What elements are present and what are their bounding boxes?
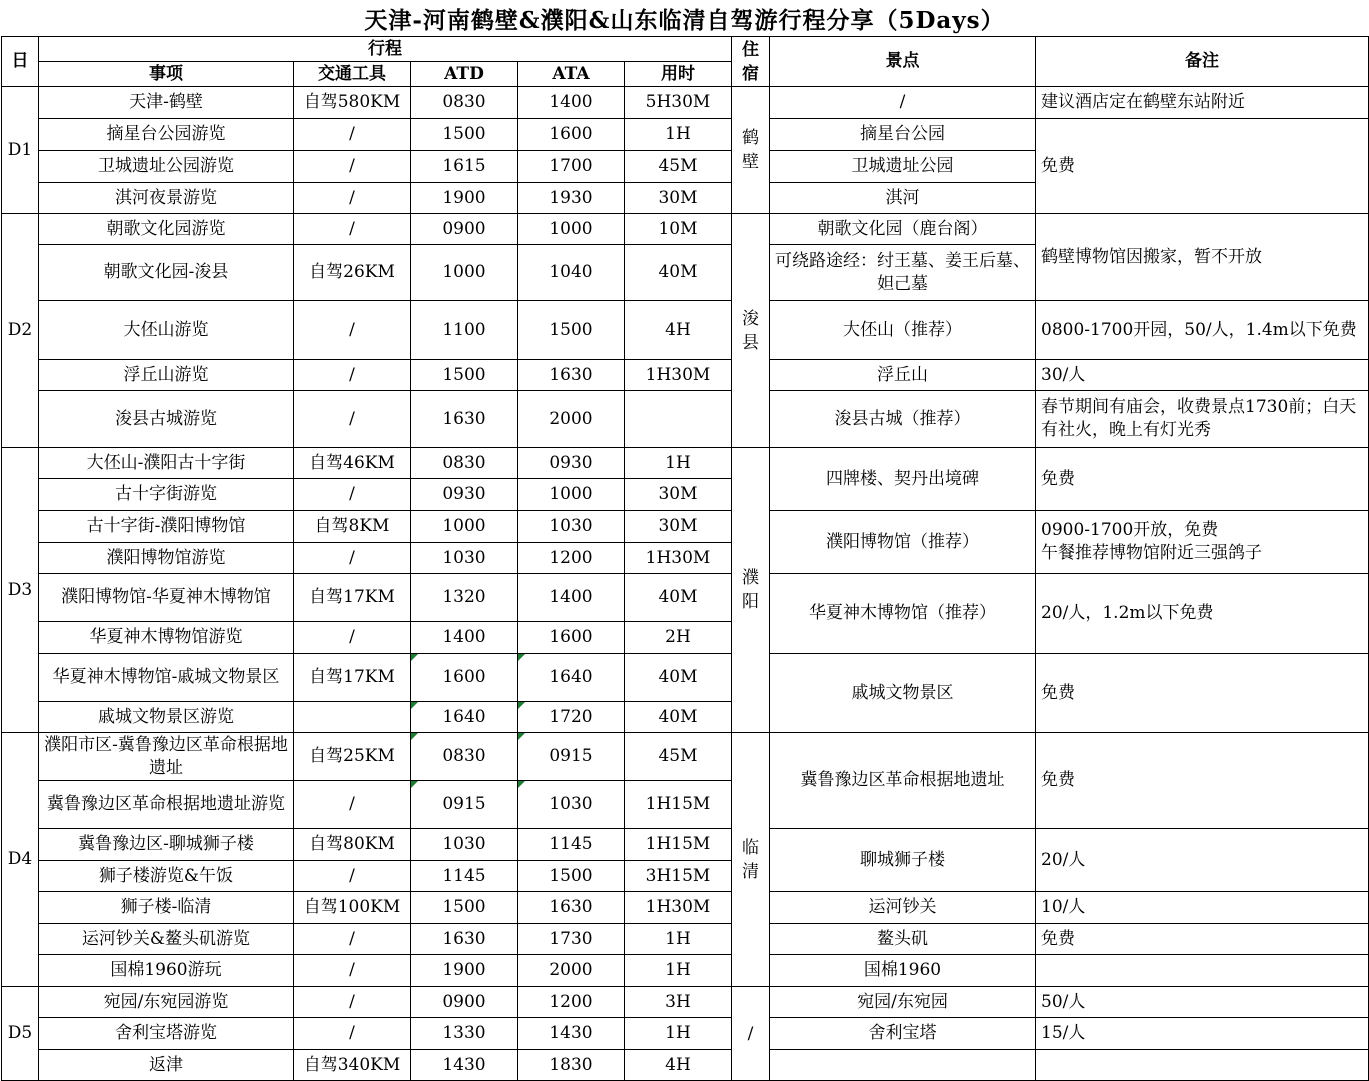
event-cell: 华夏神木博物馆游览 <box>39 622 294 654</box>
transport-cell: / <box>294 151 411 183</box>
spot-cell: 戚城文物景区 <box>770 654 1036 733</box>
duration-cell: 30M <box>625 479 732 511</box>
atd-cell: 1000 <box>411 245 518 301</box>
atd-cell: 0930 <box>411 479 518 511</box>
day-label: D4 <box>2 733 39 987</box>
ata-cell: 1600 <box>518 622 625 654</box>
note-cell: 免费 <box>1036 654 1369 733</box>
duration-cell: 1H30M <box>625 360 732 391</box>
event-cell: 古十字街游览 <box>39 479 294 511</box>
note-cell: 春节期间有庙会，收费景点1730前；白天有社火，晚上有灯光秀 <box>1036 391 1369 448</box>
event-cell: 大伾山游览 <box>39 301 294 360</box>
header-itinerary: 行程 <box>39 37 732 62</box>
atd-cell: 1630 <box>411 391 518 448</box>
event-cell: 朝歌文化园游览 <box>39 214 294 245</box>
ata-cell: 1930 <box>518 183 625 214</box>
spot-cell: 舍利宝塔 <box>770 1018 1036 1050</box>
duration-cell: 45M <box>625 733 732 781</box>
atd-cell: 1900 <box>411 183 518 214</box>
duration-cell: 30M <box>625 511 732 543</box>
ata-cell: 1500 <box>518 301 625 360</box>
transport-cell: / <box>294 391 411 448</box>
duration-cell: 1H <box>625 119 732 151</box>
header-event: 事项 <box>39 62 294 87</box>
note-cell <box>1036 955 1369 987</box>
note-cell: 免费 <box>1036 924 1369 955</box>
ata-cell: 1630 <box>518 892 625 924</box>
atd-cell: 1030 <box>411 543 518 574</box>
ata-cell: 1430 <box>518 1018 625 1050</box>
transport-cell: / <box>294 214 411 245</box>
duration-cell: 3H <box>625 987 732 1018</box>
ata-cell: 1200 <box>518 987 625 1018</box>
ata-cell: 1730 <box>518 924 625 955</box>
spot-cell: 濮阳博物馆（推荐） <box>770 511 1036 574</box>
event-cell: 淇河夜景游览 <box>39 183 294 214</box>
transport-cell: / <box>294 861 411 892</box>
ata-cell: 2000 <box>518 391 625 448</box>
spot-cell: 冀鲁豫边区革命根据地遗址 <box>770 733 1036 829</box>
event-cell: 朝歌文化园-浚县 <box>39 245 294 301</box>
event-cell: 狮子楼游览&午饭 <box>39 861 294 892</box>
ata-cell: 1000 <box>518 214 625 245</box>
note-cell <box>1036 1050 1369 1081</box>
atd-cell: 1320 <box>411 574 518 622</box>
duration-cell: 10M <box>625 214 732 245</box>
note-cell: 免费 <box>1036 733 1369 829</box>
spot-cell: / <box>770 87 1036 119</box>
transport-cell: / <box>294 183 411 214</box>
lodging-cell: 浚县 <box>732 214 770 448</box>
event-cell: 国棉1960游玩 <box>39 955 294 987</box>
spot-cell: 国棉1960 <box>770 955 1036 987</box>
atd-cell: 0915 <box>411 781 518 829</box>
note-cell: 免费 <box>1036 119 1369 214</box>
event-cell: 舍利宝塔游览 <box>39 1018 294 1050</box>
transport-cell: 自驾17KM <box>294 654 411 702</box>
ata-cell: 1720 <box>518 702 625 733</box>
atd-cell: 1630 <box>411 924 518 955</box>
ata-cell: 2000 <box>518 955 625 987</box>
duration-cell: 30M <box>625 183 732 214</box>
spot-cell: 浮丘山 <box>770 360 1036 391</box>
spot-cell: 聊城狮子楼 <box>770 829 1036 892</box>
event-cell: 返津 <box>39 1050 294 1081</box>
note-cell: 免费 <box>1036 448 1369 511</box>
event-cell: 华夏神木博物馆-戚城文物景区 <box>39 654 294 702</box>
spot-cell: 华夏神木博物馆（推荐） <box>770 574 1036 654</box>
duration-cell: 1H <box>625 955 732 987</box>
atd-cell: 1500 <box>411 119 518 151</box>
atd-cell: 1145 <box>411 861 518 892</box>
event-cell: 浮丘山游览 <box>39 360 294 391</box>
spot-cell: 卫城遗址公园 <box>770 151 1036 183</box>
header-note: 备注 <box>1036 37 1369 87</box>
note-cell: 鹤壁博物馆因搬家，暂不开放 <box>1036 214 1369 301</box>
event-cell: 濮阳市区-冀鲁豫边区革命根据地遗址 <box>39 733 294 781</box>
event-cell: 摘星台公园游览 <box>39 119 294 151</box>
day-label: D5 <box>2 987 39 1081</box>
lodging-cell: / <box>732 987 770 1081</box>
duration-cell: 40M <box>625 702 732 733</box>
event-cell: 古十字街-濮阳博物馆 <box>39 511 294 543</box>
duration-cell: 45M <box>625 151 732 183</box>
event-cell: 冀鲁豫边区革命根据地遗址游览 <box>39 781 294 829</box>
note-cell: 50/人 <box>1036 987 1369 1018</box>
duration-cell: 1H15M <box>625 781 732 829</box>
header-spot: 景点 <box>770 37 1036 87</box>
transport-cell: 自驾580KM <box>294 87 411 119</box>
spot-cell: 可绕路途经：纣王墓、姜王后墓、妲己墓 <box>770 245 1036 301</box>
spot-cell: 摘星台公园 <box>770 119 1036 151</box>
duration-cell: 5H30M <box>625 87 732 119</box>
header-day: 日 <box>2 37 39 87</box>
atd-cell: 1500 <box>411 892 518 924</box>
duration-cell: 4H <box>625 301 732 360</box>
header-lodging: 住宿 <box>732 37 770 87</box>
transport-cell: / <box>294 301 411 360</box>
transport-cell: 自驾17KM <box>294 574 411 622</box>
note-cell: 0900-1700开放，免费 午餐推荐博物馆附近三强鸽子 <box>1036 511 1369 574</box>
spot-cell: 淇河 <box>770 183 1036 214</box>
spot-cell <box>770 1050 1036 1081</box>
note-cell: 0800-1700开园，50/人，1.4m以下免费 <box>1036 301 1369 360</box>
note-cell: 30/人 <box>1036 360 1369 391</box>
header-transport: 交通工具 <box>294 62 411 87</box>
event-cell: 宛园/东宛园游览 <box>39 987 294 1018</box>
note-cell: 20/人 <box>1036 829 1369 892</box>
spot-cell: 运河钞关 <box>770 892 1036 924</box>
header-duration: 用时 <box>625 62 732 87</box>
atd-cell: 0830 <box>411 87 518 119</box>
duration-cell: 4H <box>625 1050 732 1081</box>
lodging-cell: 濮阳 <box>732 448 770 733</box>
spot-cell: 鳌头矶 <box>770 924 1036 955</box>
ata-cell: 0930 <box>518 448 625 479</box>
event-cell: 濮阳博物馆-华夏神木博物馆 <box>39 574 294 622</box>
spot-cell: 大伾山（推荐） <box>770 301 1036 360</box>
ata-cell: 1030 <box>518 511 625 543</box>
transport-cell: 自驾26KM <box>294 245 411 301</box>
lodging-cell: 临清 <box>732 733 770 987</box>
duration-cell: 1H30M <box>625 892 732 924</box>
atd-cell: 1030 <box>411 829 518 861</box>
ata-cell: 1040 <box>518 245 625 301</box>
duration-cell: 3H15M <box>625 861 732 892</box>
atd-cell: 0900 <box>411 987 518 1018</box>
note-cell: 15/人 <box>1036 1018 1369 1050</box>
event-cell: 天津-鹤壁 <box>39 87 294 119</box>
event-cell: 大伾山-濮阳古十字街 <box>39 448 294 479</box>
atd-cell: 1640 <box>411 702 518 733</box>
atd-cell: 1000 <box>411 511 518 543</box>
ata-cell: 1500 <box>518 861 625 892</box>
transport-cell: / <box>294 479 411 511</box>
transport-cell: / <box>294 924 411 955</box>
atd-cell: 0830 <box>411 733 518 781</box>
duration-cell <box>625 391 732 448</box>
duration-cell: 1H15M <box>625 829 732 861</box>
atd-cell: 1430 <box>411 1050 518 1081</box>
header-ata: ATA <box>518 62 625 87</box>
transport-cell: / <box>294 360 411 391</box>
atd-cell: 1900 <box>411 955 518 987</box>
ata-cell: 1830 <box>518 1050 625 1081</box>
ata-cell: 1400 <box>518 574 625 622</box>
ata-cell: 1145 <box>518 829 625 861</box>
ata-cell: 1700 <box>518 151 625 183</box>
spot-cell: 浚县古城（推荐） <box>770 391 1036 448</box>
atd-cell: 1330 <box>411 1018 518 1050</box>
ata-cell: 1000 <box>518 479 625 511</box>
ata-cell: 0915 <box>518 733 625 781</box>
spot-cell: 宛园/东宛园 <box>770 987 1036 1018</box>
lodging-cell: 鹤壁 <box>732 87 770 214</box>
event-cell: 冀鲁豫边区-聊城狮子楼 <box>39 829 294 861</box>
event-cell: 戚城文物景区游览 <box>39 702 294 733</box>
transport-cell <box>294 702 411 733</box>
duration-cell: 1H <box>625 1018 732 1050</box>
transport-cell: / <box>294 622 411 654</box>
ata-cell: 1600 <box>518 119 625 151</box>
ata-cell: 1400 <box>518 87 625 119</box>
ata-cell: 1640 <box>518 654 625 702</box>
header-atd: ATD <box>411 62 518 87</box>
ata-cell: 1030 <box>518 781 625 829</box>
atd-cell: 1400 <box>411 622 518 654</box>
note-cell: 20/人，1.2m以下免费 <box>1036 574 1369 654</box>
duration-cell: 40M <box>625 245 732 301</box>
event-cell: 卫城遗址公园游览 <box>39 151 294 183</box>
transport-cell: / <box>294 1018 411 1050</box>
itinerary-table <box>1 36 1369 1081</box>
atd-cell: 1600 <box>411 654 518 702</box>
duration-cell: 40M <box>625 654 732 702</box>
transport-cell: / <box>294 987 411 1018</box>
day-label: D1 <box>2 87 39 214</box>
transport-cell: 自驾8KM <box>294 511 411 543</box>
duration-cell: 1H <box>625 448 732 479</box>
transport-cell: / <box>294 543 411 574</box>
atd-cell: 1100 <box>411 301 518 360</box>
note-cell: 10/人 <box>1036 892 1369 924</box>
ata-cell: 1630 <box>518 360 625 391</box>
event-cell: 运河钞关&鳌头矶游览 <box>39 924 294 955</box>
transport-cell: / <box>294 781 411 829</box>
duration-cell: 1H30M <box>625 543 732 574</box>
ata-cell: 1200 <box>518 543 625 574</box>
spot-cell: 四牌楼、契丹出境碑 <box>770 448 1036 511</box>
note-cell: 建议酒店定在鹤壁东站附近 <box>1036 87 1369 119</box>
transport-cell: 自驾340KM <box>294 1050 411 1081</box>
duration-cell: 40M <box>625 574 732 622</box>
transport-cell: / <box>294 119 411 151</box>
sheet-title: 天津-河南鹤壁&濮阳&山东临清自驾游行程分享（5Days） <box>364 6 1005 34</box>
day-label: D2 <box>2 214 39 448</box>
atd-cell: 1615 <box>411 151 518 183</box>
transport-cell: / <box>294 955 411 987</box>
atd-cell: 0900 <box>411 214 518 245</box>
event-cell: 狮子楼-临清 <box>39 892 294 924</box>
event-cell: 濮阳博物馆游览 <box>39 543 294 574</box>
event-cell: 浚县古城游览 <box>39 391 294 448</box>
atd-cell: 0830 <box>411 448 518 479</box>
spot-cell: 朝歌文化园（鹿台阁） <box>770 214 1036 245</box>
atd-cell: 1500 <box>411 360 518 391</box>
transport-cell: 自驾80KM <box>294 829 411 861</box>
transport-cell: 自驾46KM <box>294 448 411 479</box>
day-label: D3 <box>2 448 39 733</box>
transport-cell: 自驾25KM <box>294 733 411 781</box>
transport-cell: 自驾100KM <box>294 892 411 924</box>
duration-cell: 2H <box>625 622 732 654</box>
duration-cell: 1H <box>625 924 732 955</box>
